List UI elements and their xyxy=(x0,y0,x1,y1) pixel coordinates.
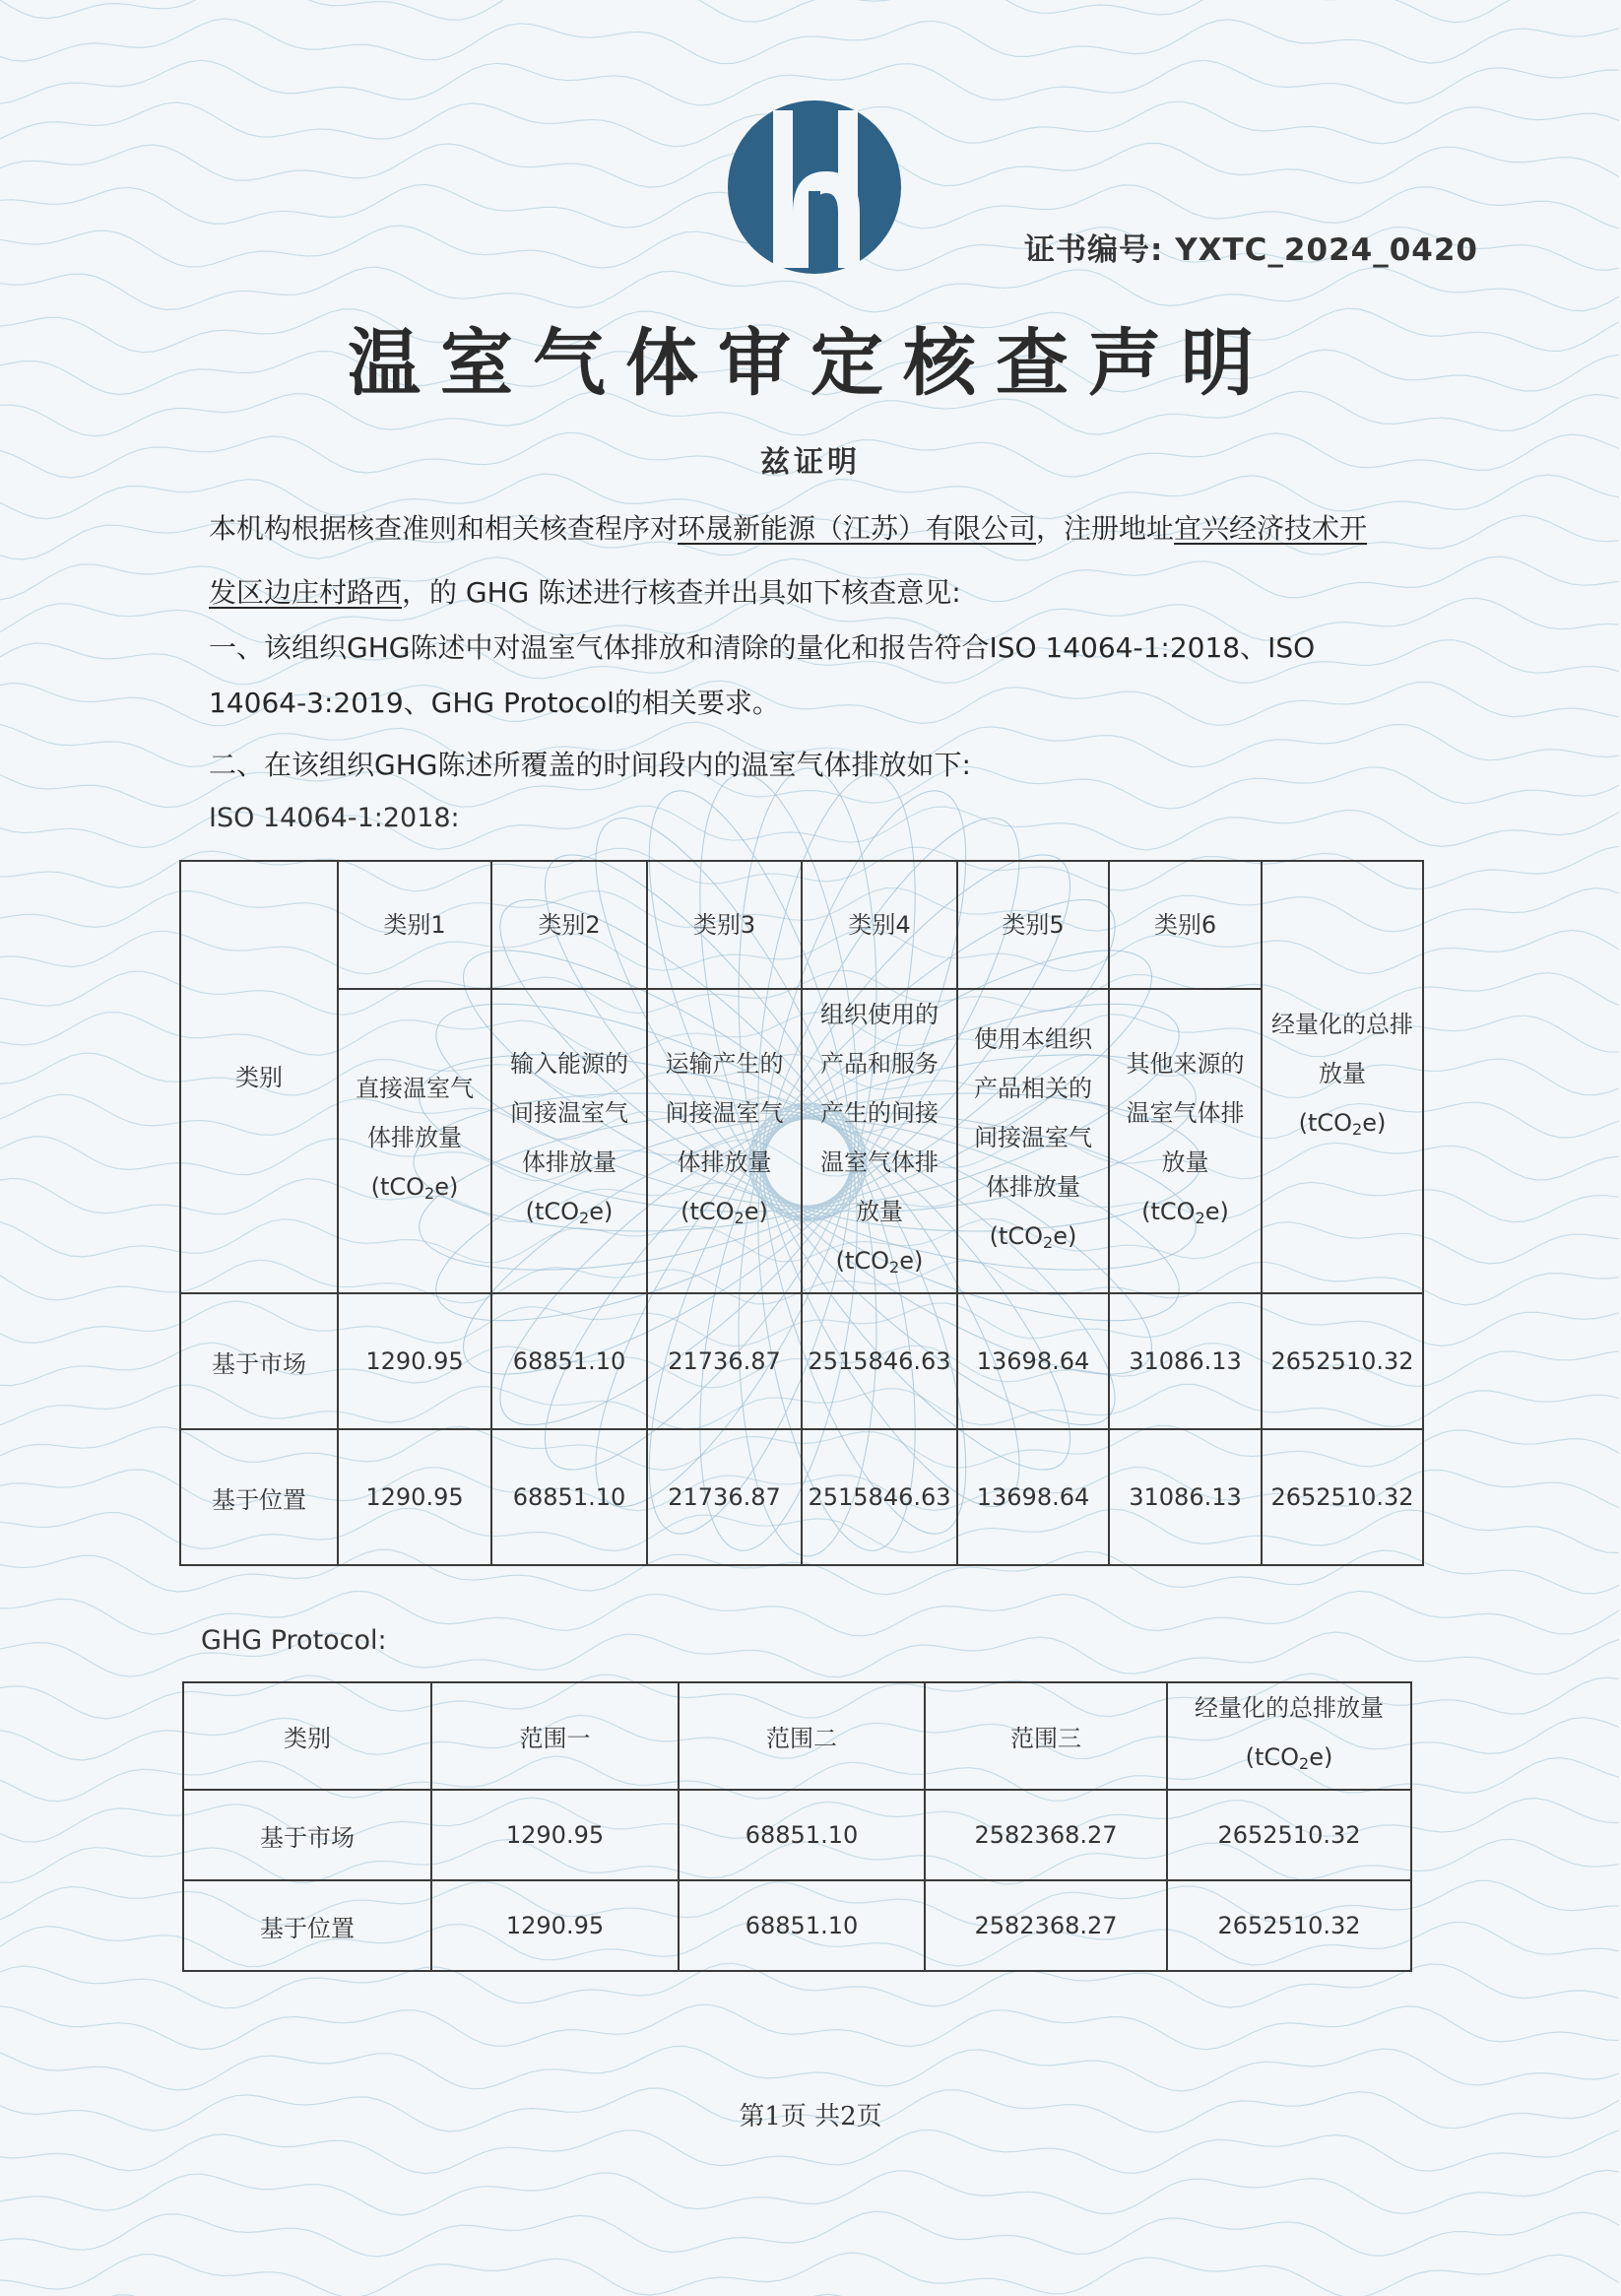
intro-line-1: 本机构根据核查准则和相关核查程序对环晟新能源（江苏）有限公司，注册地址宜兴经济技术开 xyxy=(209,512,1368,545)
iso-category-header: 类别1 xyxy=(338,861,491,989)
ghg-protocol-table xyxy=(182,1681,1412,1972)
iso-category-description: 直接温室气体排放量 (tCO2e) xyxy=(338,989,491,1293)
table-cell: 31086.13 xyxy=(1109,1293,1262,1429)
table-cell: 2582368.27 xyxy=(925,1880,1167,1971)
address-part-2: 发区边庄村路西 xyxy=(209,576,403,609)
table-cell: 21736.87 xyxy=(647,1293,802,1429)
table-cell: 68851.10 xyxy=(679,1880,925,1971)
iso-category-header: 类别4 xyxy=(802,861,957,989)
ghg-header: 范围二 xyxy=(679,1682,925,1790)
table-cell: 1290.95 xyxy=(338,1293,491,1429)
iso-category-description: 使用本组织产品相关的间接温室气体排放量 (tCO2e) xyxy=(957,989,1109,1293)
ghg-header: 类别 xyxy=(183,1682,431,1790)
table-cell: 68851.10 xyxy=(491,1429,647,1565)
iso-category-description: 其他来源的温室气体排放量 (tCO2e) xyxy=(1109,989,1262,1293)
table-cell: 2515846.63 xyxy=(802,1429,957,1565)
unit-label: (tCO2e) xyxy=(1298,1109,1387,1139)
table-cell: 2652510.32 xyxy=(1167,1880,1411,1971)
table-row xyxy=(183,1790,1411,1880)
ghg-total-header: 经量化的总排放量 (tCO2e) xyxy=(1167,1682,1411,1790)
table-cell: 13698.64 xyxy=(957,1293,1109,1429)
page-number: 第1页 共2页 xyxy=(739,2102,882,2132)
opinion-1-line-1: 一、该组织GHG陈述中对温室气体排放和清除的量化和报告符合ISO 14064-1:2018、ISO xyxy=(209,631,1316,664)
iso-category-description: 输入能源的间接温室气体排放量 (tCO2e) xyxy=(491,989,647,1293)
page-title: 温室气体审定核查声明 xyxy=(348,321,1273,406)
table-cell: 2515846.63 xyxy=(802,1293,957,1429)
table-cell: 2652510.32 xyxy=(1167,1790,1411,1880)
row-label: 基于市场 xyxy=(183,1790,431,1880)
table-cell: 1290.95 xyxy=(431,1790,679,1880)
table-cell: 21736.87 xyxy=(647,1429,802,1565)
iso-emissions-table xyxy=(179,860,1424,1566)
opinion-1-line-2: 14064-3:2019、GHG Protocol的相关要求。 xyxy=(209,687,780,719)
table-cell: 31086.13 xyxy=(1109,1429,1262,1565)
table-cell: 68851.10 xyxy=(491,1293,647,1429)
table-cell: 68851.10 xyxy=(679,1790,925,1880)
table-row xyxy=(180,1429,1423,1565)
row-label: 基于市场 xyxy=(180,1293,338,1429)
iso-total-header: 经量化的总排放量 (tCO2e) xyxy=(1262,861,1423,1293)
iso-category-description: 组织使用的产品和服务产生的间接温室气体排放量 (tCO2e) xyxy=(802,989,957,1293)
address-part-1: 宜兴经济技术开 xyxy=(1174,512,1368,545)
table-cell: 2652510.32 xyxy=(1262,1293,1423,1429)
ghg-header: 范围三 xyxy=(925,1682,1167,1790)
organization-logo-icon xyxy=(722,95,907,280)
opinion-2: 二、在该组织GHG陈述所覆盖的时间段内的温室气体排放如下: xyxy=(209,749,971,781)
row-label: 基于位置 xyxy=(180,1429,338,1565)
iso-category-header: 类别3 xyxy=(647,861,802,989)
certificate-number: 证书编号: YXTC_2024_0420 xyxy=(1024,232,1478,268)
table-row xyxy=(180,1293,1423,1429)
table-cell: 1290.95 xyxy=(338,1429,491,1565)
iso-section-label: ISO 14064-1:2018: xyxy=(209,803,460,833)
table-cell: 1290.95 xyxy=(431,1880,679,1971)
table-cell: 2582368.27 xyxy=(925,1790,1167,1880)
iso-category-header: 类别6 xyxy=(1109,861,1262,989)
intro-line-2: 发区边庄村路西，的 GHG 陈述进行核查并出具如下核查意见: xyxy=(209,576,961,609)
table-cell: 13698.64 xyxy=(957,1429,1109,1565)
iso-category-header: 类别2 xyxy=(491,861,647,989)
page-subtitle: 兹证明 xyxy=(760,445,861,480)
table-row xyxy=(183,1880,1411,1971)
iso-row-header: 类别 xyxy=(180,861,338,1293)
ghg-header: 范围一 xyxy=(431,1682,679,1790)
ghg-section-label: GHG Protocol: xyxy=(201,1625,387,1656)
iso-category-header: 类别5 xyxy=(957,861,1109,989)
iso-category-description: 运输产生的间接温室气体排放量 (tCO2e) xyxy=(647,989,802,1293)
company-name: 环晟新能源（江苏）有限公司 xyxy=(678,512,1037,545)
row-label: 基于位置 xyxy=(183,1880,431,1971)
table-cell: 2652510.32 xyxy=(1262,1429,1423,1565)
